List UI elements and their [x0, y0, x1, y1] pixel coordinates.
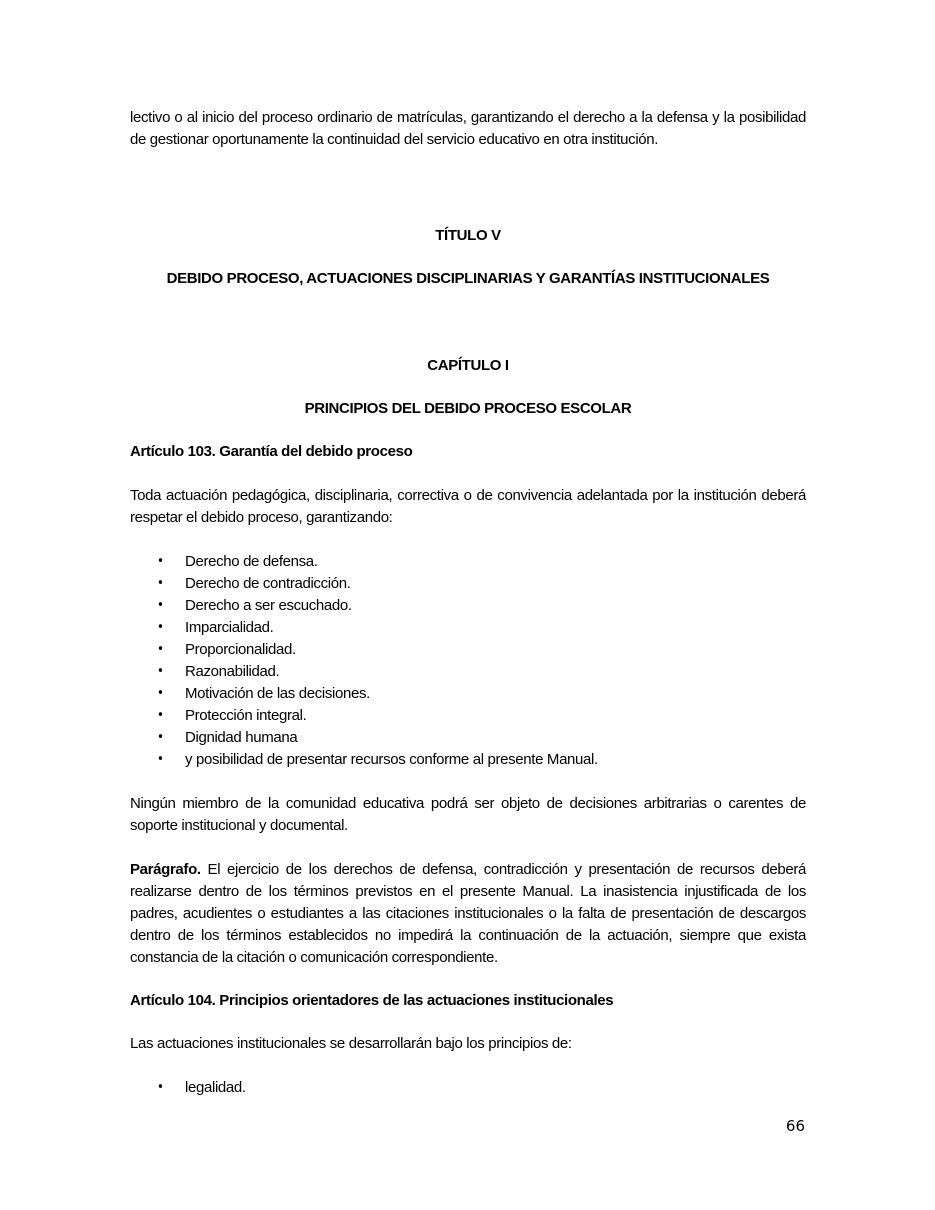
paragraph-text: El ejercicio de los derechos de defensa, contradicción y presentación de recursos deberá realizarse dentro de los términos previstos en el presente Manual. La inasistencia injustificada de los padres, acudientes o estudiantes a las citaciones institucionales o la falta de presentación de descargos dentro de los términos establecidos no impedirá la continuación de la actuación, siempre que exista constancia de la citación o comunicación correspondiente.: [130, 861, 806, 966]
article-103-list: [130, 551, 806, 771]
chapter-label: CAPÍTULO I: [427, 357, 509, 374]
list-item: • Razonabilidad.: [130, 661, 806, 683]
list-item: • legalidad.: [130, 1077, 806, 1099]
list-item: • Derecho a ser escuchado.: [130, 595, 806, 617]
list-item: • Proporcionalidad.: [130, 639, 806, 661]
list-item: • Imparcialidad.: [130, 617, 806, 639]
list-item: • Dignidad humana: [130, 727, 806, 749]
article-104-heading: Artículo 104. Principios orientadores de las actuaciones institucionales: [130, 992, 614, 1009]
paragraph-label: Parágrafo.: [130, 861, 201, 878]
intro-paragraph: lectivo o al inicio del proceso ordinario de matrículas, garantizando el derecho a la defensa y la posibilidad de gestionar oportunamente la continuidad del servicio educativo en otra institución.: [130, 109, 806, 148]
list-item: • Motivación de las decisiones.: [130, 683, 806, 705]
page-content: [130, 107, 806, 1099]
page-number: 66: [785, 1117, 805, 1135]
chapter-name: PRINCIPIOS DEL DEBIDO PROCESO ESCOLAR: [304, 400, 632, 417]
article-104-list: [130, 1077, 806, 1099]
title-name: DEBIDO PROCESO, ACTUACIONES DISCIPLINARIAS Y GARANTÍAS INSTITUCIONALES: [166, 270, 770, 287]
list-item: • Derecho de contradicción.: [130, 573, 806, 595]
article-103-heading: Artículo 103. Garantía del debido proceso: [130, 443, 413, 460]
title-label: TÍTULO V: [435, 227, 501, 244]
list-item: • Protección integral.: [130, 705, 806, 727]
list-item: • Derecho de defensa.: [130, 551, 806, 573]
article-103-intro: Toda actuación pedagógica, disciplinaria, correctiva o de convivencia adelantada por la institución deberá respetar el debido proceso, garantizando:: [130, 487, 806, 526]
article-103-closing: Ningún miembro de la comunidad educativa podrá ser objeto de decisiones arbitrarias o carentes de soporte institucional y documental.: [130, 795, 806, 834]
list-item: • y posibilidad de presentar recursos conforme al presente Manual.: [130, 749, 806, 771]
article-103-paragraph: [130, 859, 806, 969]
article-104-intro: Las actuaciones institucionales se desarrollarán bajo los principios de:: [130, 1035, 572, 1052]
